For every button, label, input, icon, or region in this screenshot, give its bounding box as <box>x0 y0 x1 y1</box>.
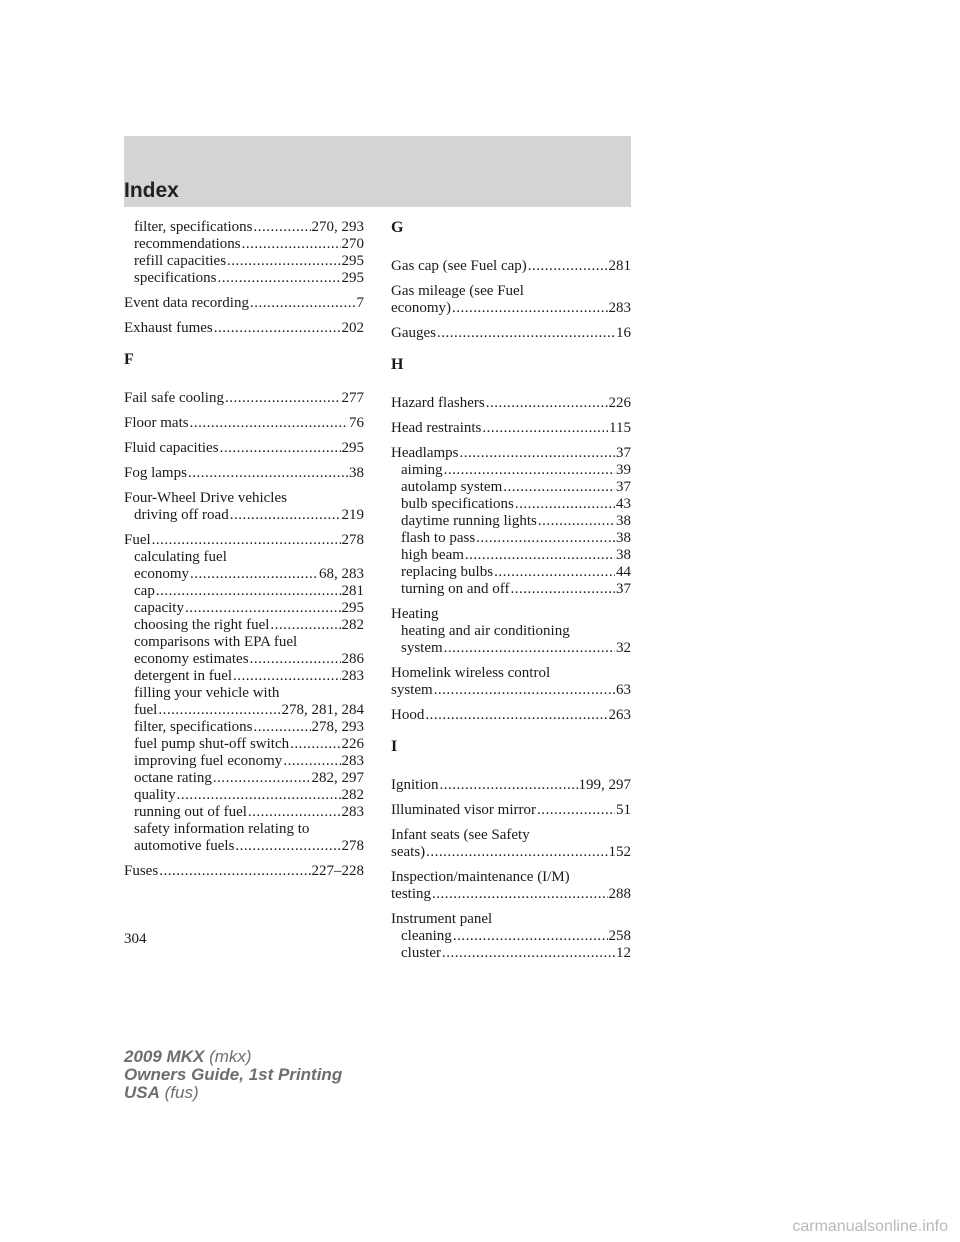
entry-page-ref: 38 <box>616 530 631 546</box>
index-entry-line <box>391 325 631 342</box>
entry-term: refill capacities <box>134 253 227 269</box>
watermark-link[interactable]: carmanualsonline.info <box>792 1218 948 1235</box>
entry-page-ref: 278, 293 <box>311 719 364 735</box>
entry-term: Floor mats <box>124 415 189 431</box>
index-subentry-line <box>391 945 631 962</box>
entry-term: daytime running lights <box>401 513 537 529</box>
index-entry-line <box>124 532 364 549</box>
index-entry-line <box>391 682 631 699</box>
entry-page-ref: 283 <box>341 668 364 684</box>
index-entry-line <box>391 395 631 412</box>
entry-page-ref: 202 <box>341 320 364 336</box>
entry-term: quality <box>134 787 176 803</box>
entry-term: Instrument panel <box>391 911 493 927</box>
index-subentry-line <box>124 736 364 753</box>
entry-term: Fuel <box>124 532 151 548</box>
index-subentry-line <box>391 496 631 513</box>
entry-term: calculating fuel <box>134 549 227 565</box>
entry-page-ref: 295 <box>341 600 364 616</box>
index-entry <box>124 295 364 312</box>
index-subentry-line <box>391 547 631 564</box>
dot-leader <box>188 465 348 482</box>
entry-page-ref: 281 <box>608 258 631 274</box>
footer-printing: Owners Guide, 1st Printing <box>124 1065 343 1084</box>
index-entry <box>391 325 631 342</box>
index-entry-line <box>391 707 631 724</box>
index-entry <box>391 445 631 598</box>
entry-term: detergent in fuel <box>134 668 233 684</box>
index-entry <box>124 415 364 432</box>
dot-leader <box>503 479 615 496</box>
entry-page-ref: 270 <box>341 236 364 252</box>
dot-leader <box>235 838 340 855</box>
entry-term: Gas mileage (see Fuel <box>391 283 524 299</box>
entry-page-ref: 44 <box>616 564 631 580</box>
index-subentry-line <box>124 549 364 566</box>
index-entry <box>391 827 631 861</box>
entry-term: automotive fuels <box>134 838 235 854</box>
index-entry <box>124 320 364 337</box>
entry-page-ref: 258 <box>608 928 631 944</box>
index-entry-line <box>124 320 364 337</box>
dot-leader <box>242 236 341 253</box>
footer-line-market <box>124 1084 342 1102</box>
dot-leader <box>270 617 340 634</box>
footer-model: 2009 MKX <box>124 1047 205 1066</box>
index-subentry-line <box>124 719 364 736</box>
dot-leader <box>225 390 341 407</box>
dot-leader <box>217 270 340 287</box>
entry-page-ref: 278, 281, 284 <box>281 702 364 718</box>
index-section-letter: F <box>124 351 134 368</box>
index-subentry-line <box>124 634 364 651</box>
index-column-left <box>124 219 364 888</box>
dot-leader <box>528 258 608 275</box>
index-subentry-line <box>124 753 364 770</box>
index-subentry-line <box>124 770 364 787</box>
index-subentry-line <box>124 507 364 524</box>
index-entry-line <box>391 827 631 844</box>
index-entry <box>124 532 364 855</box>
index-subentry-line <box>391 928 631 945</box>
entry-term: Exhaust fumes <box>124 320 213 336</box>
page-title: Index <box>124 179 179 202</box>
dot-leader <box>442 945 615 962</box>
entry-term: high beam <box>401 547 464 563</box>
entry-term: cleaning <box>401 928 452 944</box>
entry-term: safety information relating to <box>134 821 310 837</box>
entry-page-ref: 227–228 <box>311 863 364 879</box>
dot-leader <box>158 702 280 719</box>
entry-page-ref: 38 <box>616 547 631 563</box>
index-entry-line <box>124 295 364 312</box>
entry-term: Illuminated visor mirror <box>391 802 536 818</box>
entry-page-ref: 283 <box>341 753 364 769</box>
index-entry <box>124 390 364 407</box>
index-entry-line <box>391 869 631 886</box>
index-entry-line <box>391 606 631 623</box>
entry-term: Fuses <box>124 863 159 879</box>
dot-leader <box>440 777 578 794</box>
index-subentry-line <box>124 236 364 253</box>
entry-term: filter, specifications <box>134 719 253 735</box>
dot-leader <box>486 395 608 412</box>
entry-page-ref: 286 <box>341 651 364 667</box>
entry-page-ref: 226 <box>608 395 631 411</box>
entry-term: driving off road <box>134 507 229 523</box>
entry-term: turning on and off <box>401 581 510 597</box>
dot-leader <box>185 600 341 617</box>
entry-term: recommendations <box>134 236 241 252</box>
index-entry <box>391 283 631 317</box>
index-subentry-line <box>124 566 364 583</box>
entry-term: capacity <box>134 600 184 616</box>
dot-leader <box>283 753 340 770</box>
entry-page-ref: 68, 283 <box>319 566 364 582</box>
entry-term: Infant seats (see Safety <box>391 827 530 843</box>
entry-term: bulb specifications <box>401 496 514 512</box>
index-subentry-line <box>391 479 631 496</box>
entry-term: Hazard flashers <box>391 395 485 411</box>
entry-term: Hood <box>391 707 425 723</box>
entry-term: Headlamps <box>391 445 459 461</box>
dot-leader <box>482 420 608 437</box>
entry-page-ref: 282 <box>341 787 364 803</box>
index-column-right <box>391 219 631 970</box>
dot-leader <box>248 804 341 821</box>
entry-term: octane rating <box>134 770 212 786</box>
dot-leader <box>538 513 615 530</box>
index-entry-line <box>391 886 631 903</box>
index-subentry-line <box>391 513 631 530</box>
entry-term: fuel pump shut-off switch <box>134 736 290 752</box>
index-subentry-line <box>124 685 364 702</box>
index-subentry-line <box>124 702 364 719</box>
dot-leader <box>459 445 615 462</box>
entry-page-ref: 37 <box>616 445 631 461</box>
entry-page-ref: 152 <box>608 844 631 860</box>
index-entry-line <box>391 844 631 861</box>
index-entry <box>124 490 364 524</box>
dot-leader <box>452 300 608 317</box>
entry-term: system <box>391 682 433 698</box>
index-subentry-line <box>124 804 364 821</box>
footer-line-model <box>124 1048 342 1066</box>
index-section-letter: H <box>391 356 404 373</box>
entry-term: filter, specifications <box>134 219 253 235</box>
page-number: 304 <box>124 931 147 947</box>
dot-leader <box>152 532 341 549</box>
dot-leader <box>426 844 607 861</box>
entry-page-ref: 283 <box>341 804 364 820</box>
index-entry-line <box>124 863 364 880</box>
entry-page-ref: 282, 297 <box>311 770 364 786</box>
dot-leader <box>250 651 341 668</box>
index-subentry-line <box>391 623 631 640</box>
dot-leader <box>444 462 615 479</box>
dot-leader <box>434 682 615 699</box>
entry-page-ref: 39 <box>616 462 631 478</box>
entry-term: seats) <box>391 844 426 860</box>
index-entry-line <box>391 911 631 928</box>
index-subentry-line <box>124 651 364 668</box>
entry-term: aiming <box>401 462 443 478</box>
index-entry-line <box>391 665 631 682</box>
index-entry-line <box>124 390 364 407</box>
entry-page-ref: 199, 297 <box>578 777 631 793</box>
index-section-letter: G <box>391 219 404 236</box>
dot-leader <box>213 770 311 787</box>
entry-page-ref: 51 <box>616 802 631 818</box>
dot-leader <box>476 530 615 547</box>
entry-page-ref: 288 <box>608 886 631 902</box>
dot-leader <box>432 886 608 903</box>
entry-page-ref: 16 <box>616 325 631 341</box>
entry-term: Ignition <box>391 777 439 793</box>
index-entry-line <box>124 415 364 432</box>
entry-term: fuel <box>134 702 158 718</box>
entry-page-ref: 63 <box>616 682 631 698</box>
dot-leader <box>437 325 615 342</box>
index-entry <box>124 863 364 880</box>
index-subentry-line <box>124 270 364 287</box>
entry-term: Inspection/maintenance (I/M) <box>391 869 570 885</box>
index-subentry-line <box>391 564 631 581</box>
entry-term: Fail safe cooling <box>124 390 224 406</box>
index-subentry-line <box>124 838 364 855</box>
entry-term: replacing bulbs <box>401 564 494 580</box>
index-subentry-line <box>124 617 364 634</box>
entry-page-ref: 219 <box>341 507 364 523</box>
dot-leader <box>220 440 341 457</box>
entry-term: Event data recording <box>124 295 249 311</box>
entry-term: testing <box>391 886 431 902</box>
entry-page-ref: 295 <box>341 440 364 456</box>
entry-term: running out of fuel <box>134 804 247 820</box>
dot-leader <box>230 507 341 524</box>
entry-page-ref: 283 <box>608 300 631 316</box>
index-subentry-line <box>124 583 364 600</box>
index-entry <box>391 420 631 437</box>
dot-leader <box>494 564 615 581</box>
index-subentry-line <box>124 253 364 270</box>
index-subentry-line <box>124 219 364 236</box>
entry-term: flash to pass <box>401 530 476 546</box>
index-subentry-line <box>124 787 364 804</box>
entry-term: economy estimates <box>134 651 249 667</box>
index-entry-line <box>391 258 631 275</box>
entry-term: Heating <box>391 606 439 622</box>
index-subentry-line <box>391 581 631 598</box>
entry-term: Fluid capacities <box>124 440 219 456</box>
index-entry <box>391 777 631 794</box>
entry-page-ref: 37 <box>616 479 631 495</box>
entry-term: economy <box>134 566 189 582</box>
index-entry <box>391 869 631 903</box>
dot-leader <box>214 320 341 337</box>
entry-page-ref: 37 <box>616 581 631 597</box>
entry-term: system <box>401 640 443 656</box>
index-entry <box>391 707 631 724</box>
entry-term: Fog lamps <box>124 465 187 481</box>
entry-page-ref: 295 <box>341 270 364 286</box>
dot-leader <box>510 581 615 598</box>
index-entry <box>124 465 364 482</box>
dot-leader <box>159 863 310 880</box>
index-section-letter: I <box>391 738 398 755</box>
dot-leader <box>177 787 341 804</box>
index-entry <box>124 219 364 287</box>
entry-term: Head restraints <box>391 420 482 436</box>
dot-leader <box>254 719 311 736</box>
entry-page-ref: 32 <box>616 640 631 656</box>
footer-model-code: (mkx) <box>209 1047 252 1066</box>
entry-term: Four-Wheel Drive vehicles <box>124 490 287 506</box>
entry-term: filling your vehicle with <box>134 685 280 701</box>
index-entry <box>391 258 631 275</box>
index-entry-line <box>391 300 631 317</box>
entry-term: specifications <box>134 270 217 286</box>
entry-term: cap <box>134 583 155 599</box>
index-subentry-line <box>391 462 631 479</box>
dot-leader <box>233 668 340 685</box>
entry-page-ref: 76 <box>349 415 364 431</box>
entry-term: comparisons with EPA fuel <box>134 634 298 650</box>
index-subentry-line <box>391 640 631 657</box>
dot-leader <box>453 928 608 945</box>
index-entry-line <box>391 283 631 300</box>
dot-leader <box>537 802 615 819</box>
entry-page-ref: 282 <box>341 617 364 633</box>
index-subentry-line <box>391 530 631 547</box>
entry-term: economy) <box>391 300 451 316</box>
entry-term: heating and air conditioning <box>401 623 570 639</box>
entry-term: improving fuel economy <box>134 753 283 769</box>
entry-term: Gas cap (see Fuel cap) <box>391 258 527 274</box>
entry-term: autolamp system <box>401 479 503 495</box>
entry-term: cluster <box>401 945 441 961</box>
dot-leader <box>425 707 607 724</box>
entry-term: choosing the right fuel <box>134 617 270 633</box>
dot-leader <box>254 219 311 236</box>
entry-page-ref: 281 <box>341 583 364 599</box>
entry-page-ref: 263 <box>608 707 631 723</box>
entry-page-ref: 277 <box>341 390 364 406</box>
index-entry-line <box>391 420 631 437</box>
index-entry-line <box>391 445 631 462</box>
index-entry-line <box>391 802 631 819</box>
entry-page-ref: 270, 293 <box>311 219 364 235</box>
dot-leader <box>465 547 615 564</box>
index-subentry-line <box>124 600 364 617</box>
footer-market-code: (fus) <box>164 1083 199 1102</box>
entry-page-ref: 295 <box>341 253 364 269</box>
dot-leader <box>444 640 615 657</box>
entry-page-ref: 226 <box>341 736 364 752</box>
entry-page-ref: 115 <box>609 420 631 436</box>
entry-page-ref: 278 <box>341 838 364 854</box>
index-entry-line <box>124 490 364 507</box>
entry-page-ref: 12 <box>616 945 631 961</box>
dot-leader <box>227 253 340 270</box>
footer-market: USA <box>124 1083 160 1102</box>
index-entry-line <box>391 777 631 794</box>
dot-leader <box>190 566 318 583</box>
print-footer <box>124 1048 342 1102</box>
entry-page-ref: 278 <box>341 532 364 548</box>
entry-page-ref: 7 <box>356 295 364 311</box>
entry-page-ref: 43 <box>616 496 631 512</box>
dot-leader <box>290 736 340 753</box>
index-entry-line <box>124 440 364 457</box>
index-subentry-line <box>124 668 364 685</box>
index-subentry-line <box>124 821 364 838</box>
entry-term: Gauges <box>391 325 436 341</box>
dot-leader <box>190 415 348 432</box>
index-entry <box>391 802 631 819</box>
entry-page-ref: 38 <box>616 513 631 529</box>
dot-leader <box>156 583 341 600</box>
dot-leader <box>250 295 356 312</box>
entry-page-ref: 38 <box>349 465 364 481</box>
index-header-band <box>124 136 631 207</box>
entry-term: Homelink wireless control <box>391 665 551 681</box>
index-entry-line <box>124 465 364 482</box>
dot-leader <box>515 496 615 513</box>
index-entry <box>391 665 631 699</box>
index-entry <box>124 440 364 457</box>
index-entry <box>391 606 631 657</box>
index-entry <box>391 395 631 412</box>
index-entry <box>391 911 631 962</box>
